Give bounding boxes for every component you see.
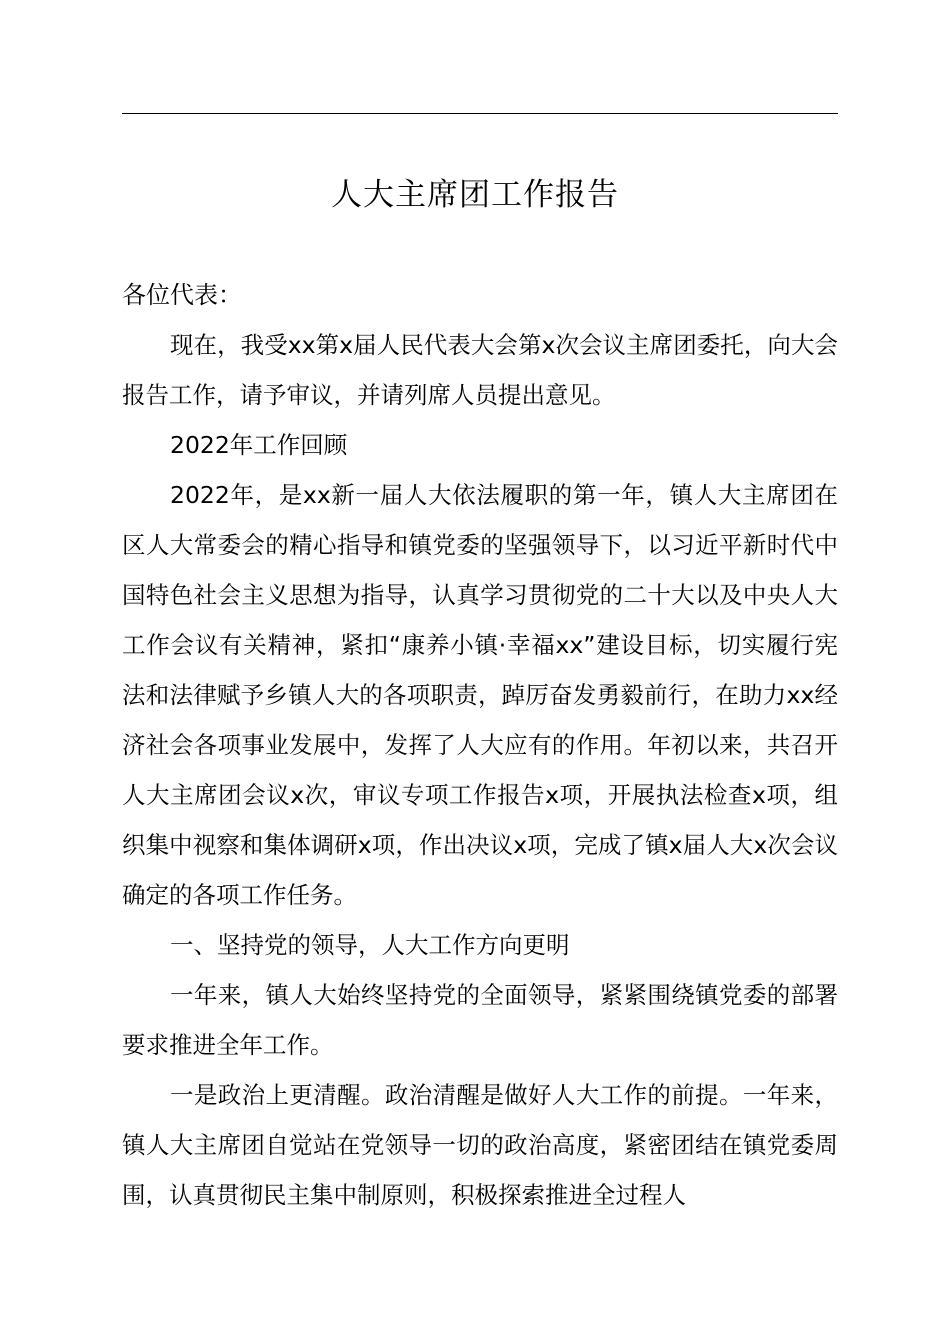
paragraph-intro: 现在，我受xx第x届人民代表大会第x次会议主席团委托，向大会报告工作，请予审议，并请列席人员提出意见。 [122, 331, 838, 409]
document-title: 人大主席团工作报告 [331, 177, 619, 213]
header-rule [122, 113, 838, 114]
section-heading-party-leadership: 一、坚持党的领导，人大工作方向更明 [170, 931, 570, 959]
salutation: 各位代表： [122, 281, 242, 309]
paragraph-party-leadership: 一年来，镇人大始终坚持党的全面领导，紧紧围绕镇党委的部署要求推进全年工作。 [122, 981, 838, 1059]
section-heading-review: 2022年工作回顾 [170, 431, 348, 459]
document-body [122, 270, 838, 1220]
paragraph-review: 2022年，是xx新一届人大依法履职的第一年，镇人大主席团在区人大常委会的精心指导和镇党委的坚强领导下，以习近平新时代中国特色社会主义思想为指导，认真学习贯彻党的二十大以及中央人大工作会议有关精神，紧扣“康养小镇·幸福xx”建设目标，切实履行宪法和法律赋予乡镇人大的各项职责，踔厉奋发勇毅前行，在助力xx经济社会各项事业发展中，发挥了人大应有的作用。年初以来，共召开人大主席团会议x次，审议专项工作报告x项，开展执法检查x项，组织集中视察和集体调研x项，作出决议x项，完成了镇x届人大x次会议确定的各项工作任务。 [122, 481, 838, 909]
paragraph-political-clarity: 一是政治上更清醒。政治清醒是做好人大工作的前提。一年来，镇人大主席团自觉站在党领导一切的政治高度，紧密团结在镇党委周围，认真贯彻民主集中制原则，积极探索推进全过程人 [122, 1081, 838, 1209]
